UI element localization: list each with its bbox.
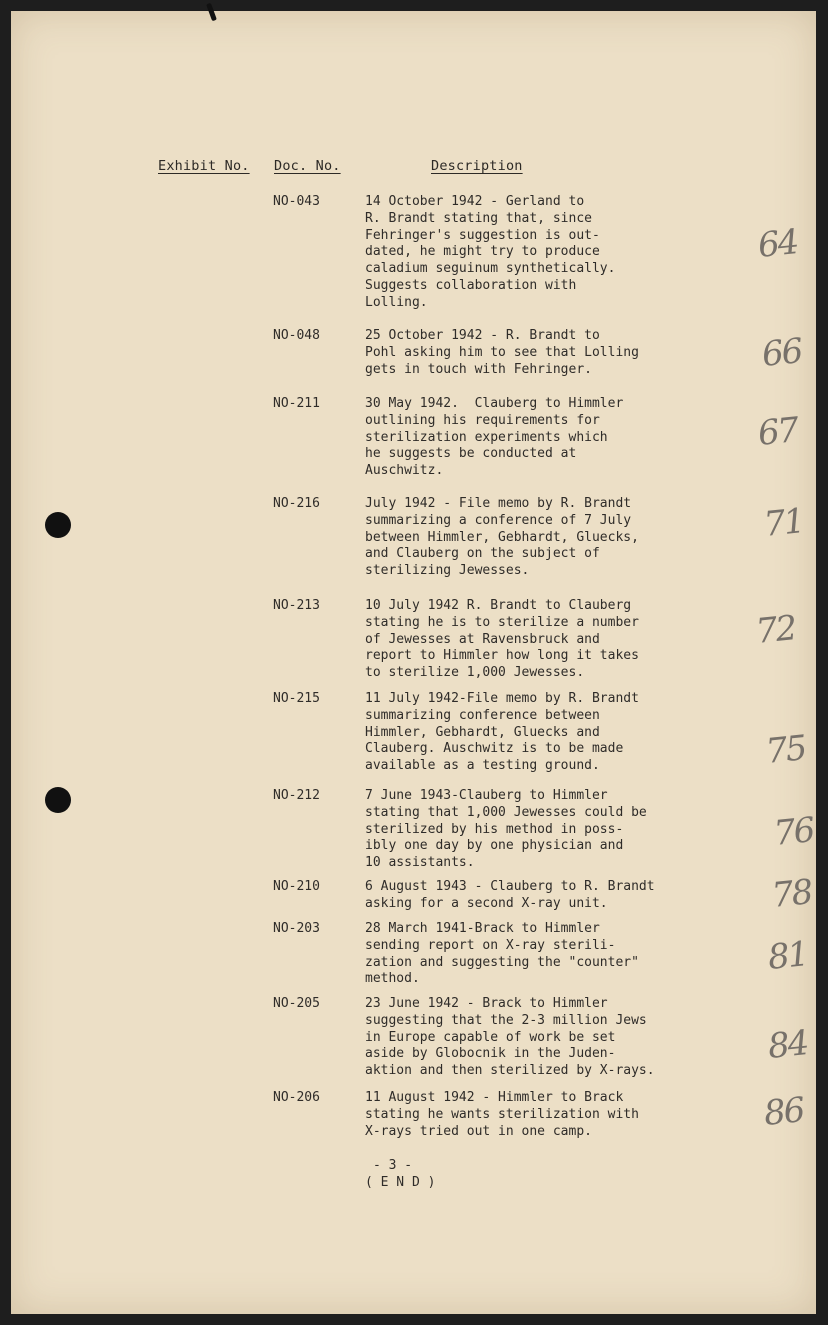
description-line: ibly one day by one physician and [365, 838, 624, 854]
description-line: Auschwitz. [365, 463, 444, 479]
doc-number: NO-206 [273, 1090, 320, 1105]
description-line: stating that 1,000 Jewesses could be [365, 804, 647, 820]
description-heading: Description [431, 158, 523, 174]
handwritten-page-number: 78 [770, 872, 814, 916]
entry-description [365, 788, 685, 872]
exhibit-no-heading: Exhibit No. [158, 158, 250, 174]
description-line: caladium seguinum synthetically. [365, 261, 616, 277]
entry-description [365, 1090, 685, 1140]
description-line: outlining his requirements for [365, 412, 600, 428]
doc-number: NO-210 [273, 879, 320, 894]
punch-hole-top [45, 512, 71, 538]
description-line: 23 June 1942 - Brack to Himmler [365, 996, 608, 1011]
handwritten-page-number: 67 [756, 410, 800, 454]
description-line: stating he is to sterilize a number [365, 614, 639, 630]
description-line: July 1942 - File memo by R. Brandt [365, 496, 632, 511]
description-line: and Clauberg on the subject of [365, 546, 600, 562]
description-line: zation and suggesting the "counter" [365, 954, 639, 970]
doc-number: NO-216 [273, 496, 320, 511]
page-footer [365, 1157, 435, 1191]
entry-description [365, 194, 685, 312]
description-line: Pohl asking him to see that Lolling [365, 344, 639, 360]
description-line: summarizing conference between [365, 707, 600, 723]
handwritten-page-number: 64 [756, 222, 800, 266]
description-line: method. [365, 971, 420, 987]
description-line: of Jewesses at Ravensbruck and [365, 631, 600, 647]
doc-number: NO-048 [273, 328, 320, 343]
entry-description [365, 328, 685, 378]
entry-description [365, 396, 685, 480]
doc-number: NO-043 [273, 194, 320, 209]
description-line: sterilization experiments which [365, 429, 608, 445]
description-line: sterilized by his method in poss- [365, 821, 624, 837]
description-line: he suggests be conducted at [365, 446, 577, 462]
punch-hole-bottom [45, 787, 71, 813]
description-line: X-rays tried out in one camp. [365, 1123, 592, 1139]
description-line: Suggests collaboration with [365, 277, 577, 293]
handwritten-page-number: 72 [754, 608, 798, 652]
description-line: gets in touch with Fehringer. [365, 361, 592, 377]
description-line: stating he wants sterilization with [365, 1106, 639, 1122]
description-line: to sterilize 1,000 Jewesses. [365, 665, 585, 681]
handwritten-page-number: 75 [764, 728, 808, 772]
description-line: 10 July 1942 R. Brandt to Clauberg [365, 598, 632, 613]
entry-description [365, 921, 685, 988]
doc-number: NO-215 [273, 691, 320, 706]
description-line: asking for a second X-ray unit. [365, 895, 608, 911]
entry-description [365, 691, 685, 775]
doc-number: NO-203 [273, 921, 320, 936]
description-line: report to Himmler how long it takes [365, 648, 639, 664]
description-line: 11 July 1942-File memo by R. Brandt [365, 691, 639, 706]
description-line: dated, he might try to produce [365, 244, 600, 260]
description-line: sending report on X-ray sterili- [365, 937, 616, 953]
description-line: in Europe capable of work be set [365, 1029, 616, 1045]
entry-description [365, 496, 685, 580]
description-line: suggesting that the 2-3 million Jews [365, 1012, 647, 1028]
doc-no-heading: Doc. No. [274, 158, 341, 174]
page-number: - 3 - [373, 1158, 413, 1173]
description-line: 30 May 1942. Clauberg to Himmler [365, 396, 624, 411]
entry-description [365, 996, 685, 1080]
description-line: available as a testing ground. [365, 758, 600, 774]
handwritten-page-number: 81 [766, 934, 810, 978]
description-line: R. Brandt stating that, since [365, 210, 592, 226]
description-line: Lolling. [365, 294, 428, 310]
description-line: Clauberg. Auschwitz is to be made [365, 741, 624, 757]
doc-number: NO-212 [273, 788, 320, 803]
description-line: summarizing a conference of 7 July [365, 512, 632, 528]
handwritten-page-number: 86 [762, 1090, 806, 1134]
description-line: aktion and then sterilized by X-rays. [365, 1063, 655, 1079]
handwritten-page-number: 71 [762, 501, 806, 545]
description-line: between Himmler, Gebhardt, Gluecks, [365, 529, 639, 545]
description-line: 10 assistants. [365, 855, 475, 871]
description-line: Fehringer's suggestion is out- [365, 227, 600, 243]
description-line: 7 June 1943-Clauberg to Himmler [365, 788, 608, 803]
entry-description [365, 879, 685, 913]
description-line: 6 August 1943 - Clauberg to R. Brandt [365, 879, 655, 894]
doc-number: NO-211 [273, 396, 320, 411]
handwritten-page-number: 84 [766, 1023, 810, 1067]
description-line: sterilizing Jewesses. [365, 563, 530, 579]
description-line: 14 October 1942 - Gerland to [365, 194, 585, 209]
entry-description [365, 598, 685, 682]
handwritten-page-number: 76 [772, 810, 816, 854]
doc-number: NO-213 [273, 598, 320, 613]
description-line: 28 March 1941-Brack to Himmler [365, 921, 600, 936]
doc-number: NO-205 [273, 996, 320, 1011]
description-line: 25 October 1942 - R. Brandt to [365, 328, 600, 343]
end-mark: ( E N D ) [365, 1175, 436, 1190]
description-line: aside by Globocnik in the Juden- [365, 1046, 616, 1062]
description-line: Himmler, Gebhardt, Gluecks and [365, 724, 600, 740]
handwritten-page-number: 66 [760, 331, 804, 375]
description-line: 11 August 1942 - Himmler to Brack [365, 1090, 624, 1105]
